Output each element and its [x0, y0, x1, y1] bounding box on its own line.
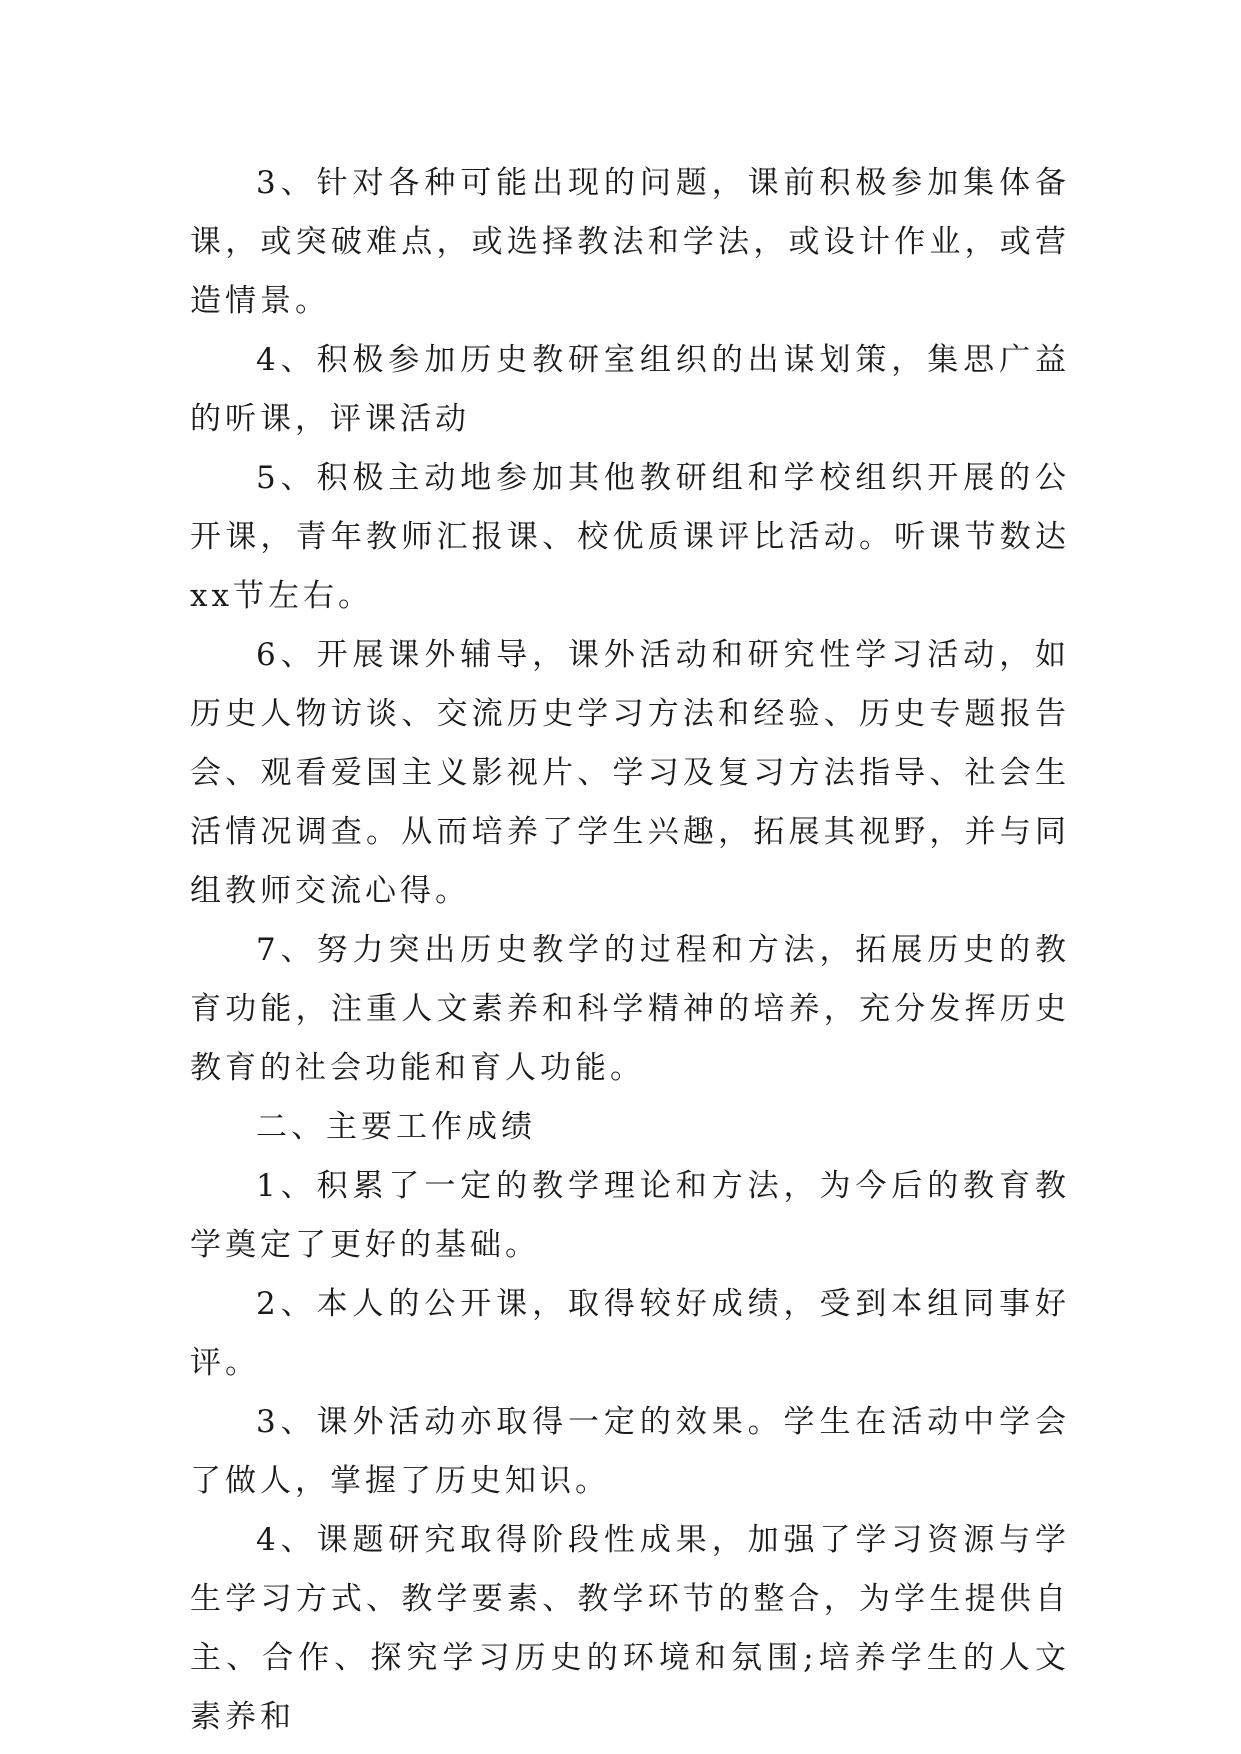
paragraph-achievement-4: 4、课题研究取得阶段性成果，加强了学习资源与学生学习方式、教学要素、教学环节的整合，为学生提供自主、合作、探究学习历史的环境和氛围;培养学生的人文素养和 — [190, 1522, 1070, 1735]
paragraph-item-7-methods: 7、努力突出历史教学的过程和方法，拓展历史的教育功能，注重人文素养和科学精神的培养，充分发挥历史教育的社会功能和育人功能。 — [190, 932, 1070, 1086]
section-heading-achievements: 二、主要工作成绩 — [256, 1109, 536, 1145]
document-body — [190, 154, 1070, 1747]
paragraph-item-3-prep: 3、针对各种可能出现的问题，课前积极参加集体备课，或突破难点，或选择教法和学法，或设计作业，或营造情景。 — [190, 165, 1070, 319]
paragraph-item-6-activities: 6、开展课外辅导，课外活动和研究性学习活动，如历史人物访谈、交流历史学习方法和经验、历史专题报告会、观看爱国主义影视片、学习及复习方法指导、社会生活情况调查。从而培养了学生兴趣，拓展其视野，并与同组教师交流心得。 — [190, 637, 1070, 909]
paragraph-achievement-1: 1、积累了一定的教学理论和方法，为今后的教育教学奠定了更好的基础。 — [190, 1168, 1070, 1263]
paragraph-item-5-open-class: 5、积极主动地参加其他教研组和学校组织开展的公开课，青年教师汇报课、校优质课评比活动。听课节数达xx节左右。 — [190, 460, 1070, 614]
paragraph-item-4-research: 4、积极参加历史教研室组织的出谋划策，集思广益的听课，评课活动 — [190, 342, 1070, 437]
paragraph-achievement-3: 3、课外活动亦取得一定的效果。学生在活动中学会了做人，掌握了历史知识。 — [190, 1404, 1070, 1499]
paragraph-achievement-2: 2、本人的公开课，取得较好成绩，受到本组同事好评。 — [190, 1286, 1070, 1381]
